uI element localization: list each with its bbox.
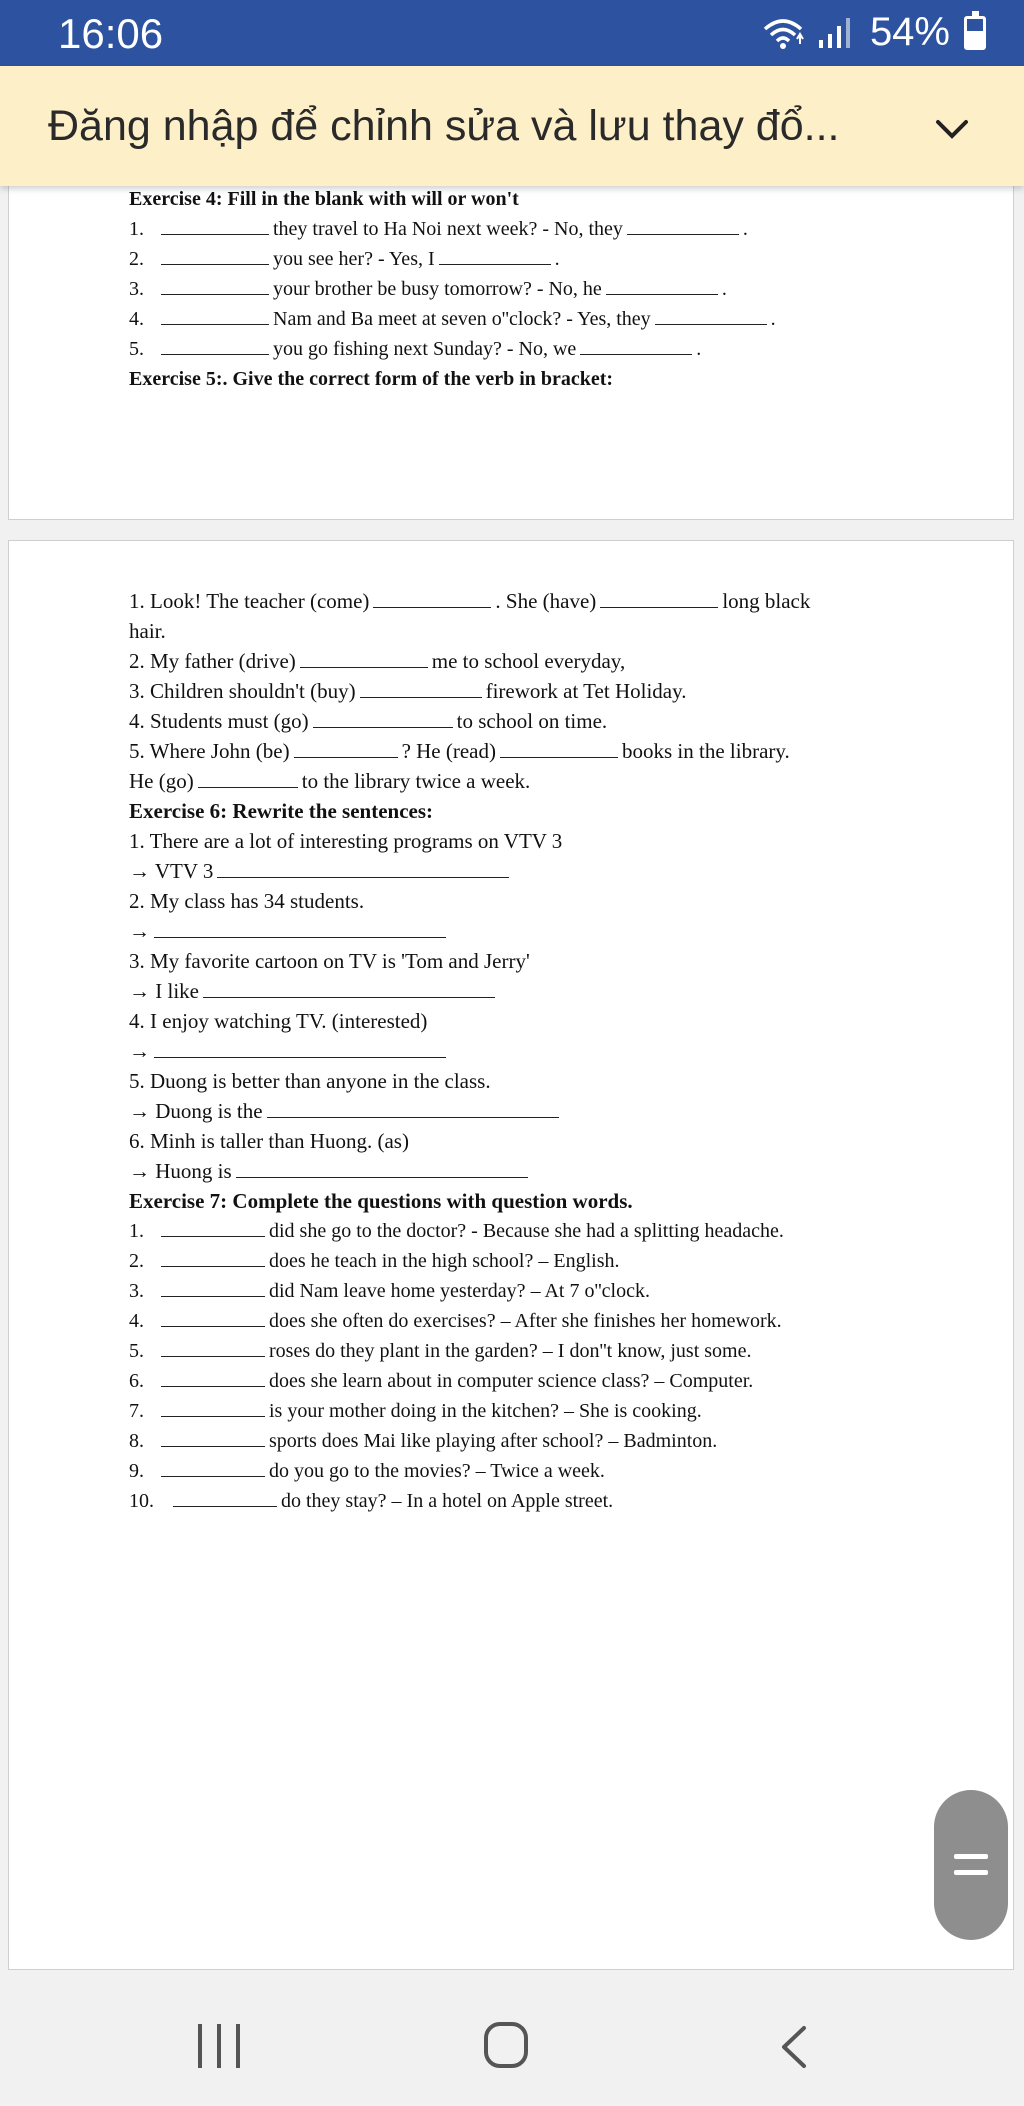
ex6-answer-1: → VTV 3 xyxy=(129,859,513,883)
list-item: 4. does she often do exercises? – After she finishes her homework. xyxy=(129,1310,782,1332)
list-item: 5. you go fishing next Sunday? - No, we . xyxy=(129,338,702,360)
list-item: 3. did Nam leave home yesterday? – At 7 o''clock. xyxy=(129,1280,650,1302)
ex6-sentence-4: 4. I enjoy watching TV. (interested) xyxy=(129,1009,428,1033)
exercise-7-title: Exercise 7: Complete the questions with question words. xyxy=(129,1189,633,1213)
ex6-answer-4: → xyxy=(129,1039,450,1063)
list-item: 4. Nam and Ba meet at seven o''clock? - Yes, they . xyxy=(129,308,776,330)
ex5-line-6: He (go) to the library twice a week. xyxy=(129,769,531,793)
ex5-line-1: 1. Look! The teacher (come) . She (have) long black xyxy=(129,589,811,613)
list-item: 2. you see her? - Yes, I . xyxy=(129,248,560,270)
system-nav-bar xyxy=(0,1976,1024,2106)
ex6-sentence-1: 1. There are a lot of interesting programs on VTV 3 xyxy=(129,829,563,853)
chevron-down-icon[interactable] xyxy=(932,108,972,148)
ex5-line-3: 3. Children shouldn't (buy) firework at Tet Holiday. xyxy=(129,679,687,703)
list-item: 5. roses do they plant in the garden? – I don''t know, just some. xyxy=(129,1340,752,1362)
ex6-answer-3: → I like xyxy=(129,979,499,1003)
ex6-sentence-6: 6. Minh is taller than Huong. (as) xyxy=(129,1129,409,1153)
exercise-6-title: Exercise 6: Rewrite the sentences: xyxy=(129,799,433,823)
exercise-4-title: Exercise 4: Fill in the blank with will or won't xyxy=(129,188,519,210)
ex6-answer-2: → xyxy=(129,919,450,943)
back-button[interactable] xyxy=(776,2024,812,2070)
banner-title: Đăng nhập để chỉnh sửa và lưu thay đổ... xyxy=(48,102,840,150)
signal-icon xyxy=(819,18,850,48)
recent-apps-button[interactable] xyxy=(198,2024,240,2068)
ex5-line-4: 4. Students must (go) to school on time. xyxy=(129,709,608,733)
battery-percent: 54% xyxy=(869,10,950,54)
document-page-2 xyxy=(8,540,1014,1970)
ex6-answer-6: → Huong is xyxy=(129,1159,532,1183)
ex5-line-2: 2. My father (drive) me to school everyday, xyxy=(129,649,626,673)
exercise-5-title: Exercise 5:. Give the correct form of the verb in bracket: xyxy=(129,368,614,390)
list-item: 9. do you go to the movies? – Twice a week. xyxy=(129,1460,605,1482)
list-item: 7. is your mother doing in the kitchen? – She is cooking. xyxy=(129,1400,702,1422)
document-page-1 xyxy=(8,150,1014,520)
battery-icon xyxy=(964,16,986,50)
ex6-sentence-3: 3. My favorite cartoon on TV is 'Tom and Jerry' xyxy=(129,949,530,973)
status-time: 16:06 xyxy=(58,10,164,57)
ex6-sentence-5: 5. Duong is better than anyone in the class. xyxy=(129,1069,491,1093)
ex6-answer-5: → Duong is the xyxy=(129,1099,563,1123)
status-bar xyxy=(0,0,1024,66)
signin-banner[interactable] xyxy=(0,66,1024,186)
list-item: 3. your brother be busy tomorrow? - No, he . xyxy=(129,278,727,300)
ex6-sentence-2: 2. My class has 34 students. xyxy=(129,889,365,913)
wifi-icon xyxy=(761,15,805,51)
list-item: 1. they travel to Ha Noi next week? - No, they . xyxy=(129,218,748,240)
ex5-line-5: 5. Where John (be) ? He (read) books in the library. xyxy=(129,739,790,763)
list-item: 8. sports does Mai like playing after school? – Badminton. xyxy=(129,1430,718,1452)
list-item: 6. does she learn about in computer science class? – Computer. xyxy=(129,1370,754,1392)
list-item: 1. did she go to the doctor? - Because she had a splitting headache. xyxy=(129,1220,784,1242)
scrollbar-thumb[interactable] xyxy=(934,1790,1008,1940)
list-item: 2. does he teach in the high school? – English. xyxy=(129,1250,620,1272)
ex5-line-1-cont: hair. xyxy=(129,619,166,643)
home-button[interactable] xyxy=(484,2022,528,2068)
list-item: 10. do they stay? – In a hotel on Apple street. xyxy=(129,1490,614,1512)
